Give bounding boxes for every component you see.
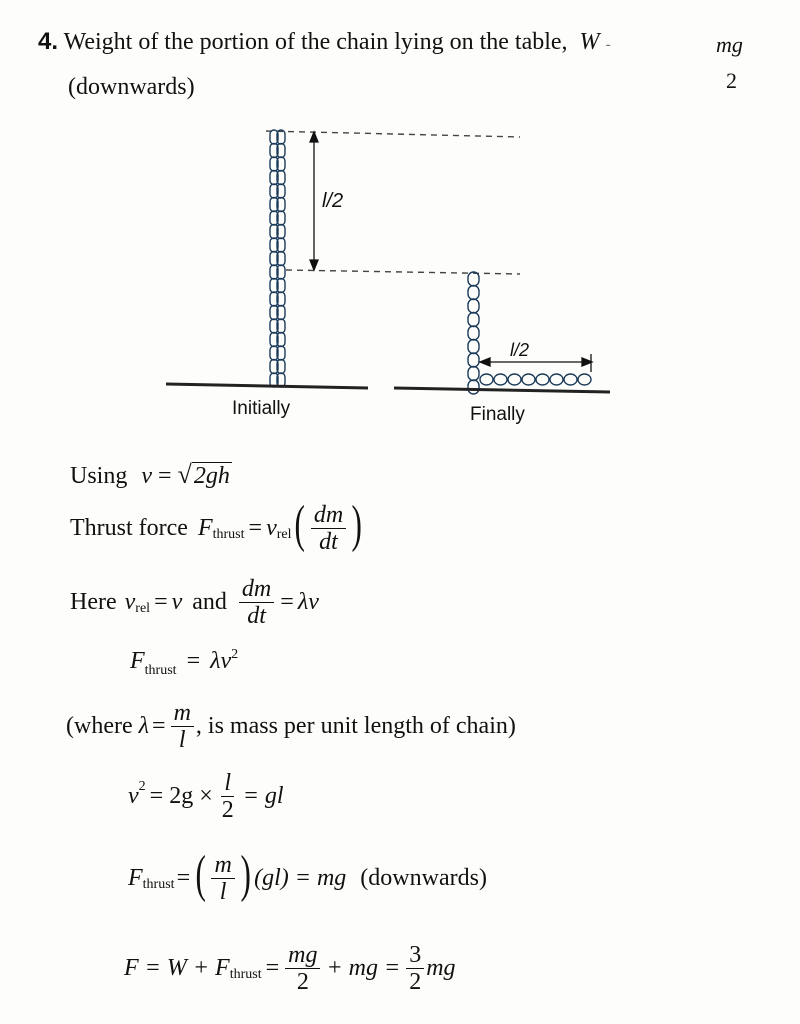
eq-thrust-lambda: $F_{thrust} = \lambda v^2$: [130, 647, 239, 678]
chain-link: [468, 313, 479, 327]
caption-initially: Initially: [232, 398, 291, 419]
chain-link: [468, 353, 479, 367]
chain-figure: [0, 0, 800, 440]
eq-where-lambda: (where λ = $\frac{m}{l}$ , is mass per unit length of chain): [66, 700, 516, 753]
chain-link: [468, 272, 479, 286]
length-arrow: [480, 354, 592, 372]
eq-thrust-force: Thrust force F thrust = v rel ( $\frac{dm}{dt}$ ): [70, 495, 363, 555]
top-dashed-line: [266, 131, 520, 137]
weight-denominator: 2: [726, 68, 737, 93]
eq-thrust-result: F thrust = ( $\frac{m}{l}$ ) (gl) = mg (downwards): [128, 845, 487, 905]
chain-link: [550, 374, 563, 385]
chain-link: [494, 374, 507, 385]
chain-link: [508, 374, 521, 385]
chain-link: [468, 286, 479, 300]
question-number: 4.: [38, 28, 59, 55]
eq-using: Using v = √2gh: [70, 460, 230, 489]
eq-final: F = W + F thrust = $\frac{mg}{2}$ + mg = $\frac{3}{2}$ mg: [124, 942, 456, 995]
weight-eq: -: [605, 36, 611, 53]
height-arrow: [310, 132, 318, 270]
chain-link: [468, 367, 479, 381]
chain-link: [468, 326, 479, 340]
weight-symbol: W: [579, 29, 600, 55]
chain-link: [468, 299, 479, 313]
height-label: l/2: [322, 190, 344, 212]
weight-numerator: mg: [716, 32, 743, 57]
sqrt-argument: 2gh: [193, 463, 230, 489]
caption-finally: Finally: [470, 404, 525, 425]
mid-dashed-line: [286, 270, 520, 274]
final-chain-vertical: [468, 272, 479, 394]
final-chain-horizontal: [480, 374, 591, 385]
chain-link: [578, 374, 591, 385]
eq-v-squared: v 2 = 2g × $\frac{l}{2}$ = gl: [128, 770, 284, 823]
initial-chain: [270, 130, 285, 387]
chain-link: [468, 380, 479, 394]
eq-here: Here v rel = v and $\frac{dm}{dt}$ = λv: [70, 576, 319, 629]
length-label: l/2: [510, 340, 530, 360]
chain-link: [522, 374, 535, 385]
table-initial: [166, 384, 368, 388]
chain-link: [468, 340, 479, 354]
chain-link: [564, 374, 577, 385]
table-final: [394, 388, 610, 392]
chain-link: [480, 374, 493, 385]
problem-line-2: (downwards): [68, 74, 195, 100]
problem-text: Weight of the portion of the chain lying on the table,: [63, 29, 568, 55]
chain-link: [536, 374, 549, 385]
